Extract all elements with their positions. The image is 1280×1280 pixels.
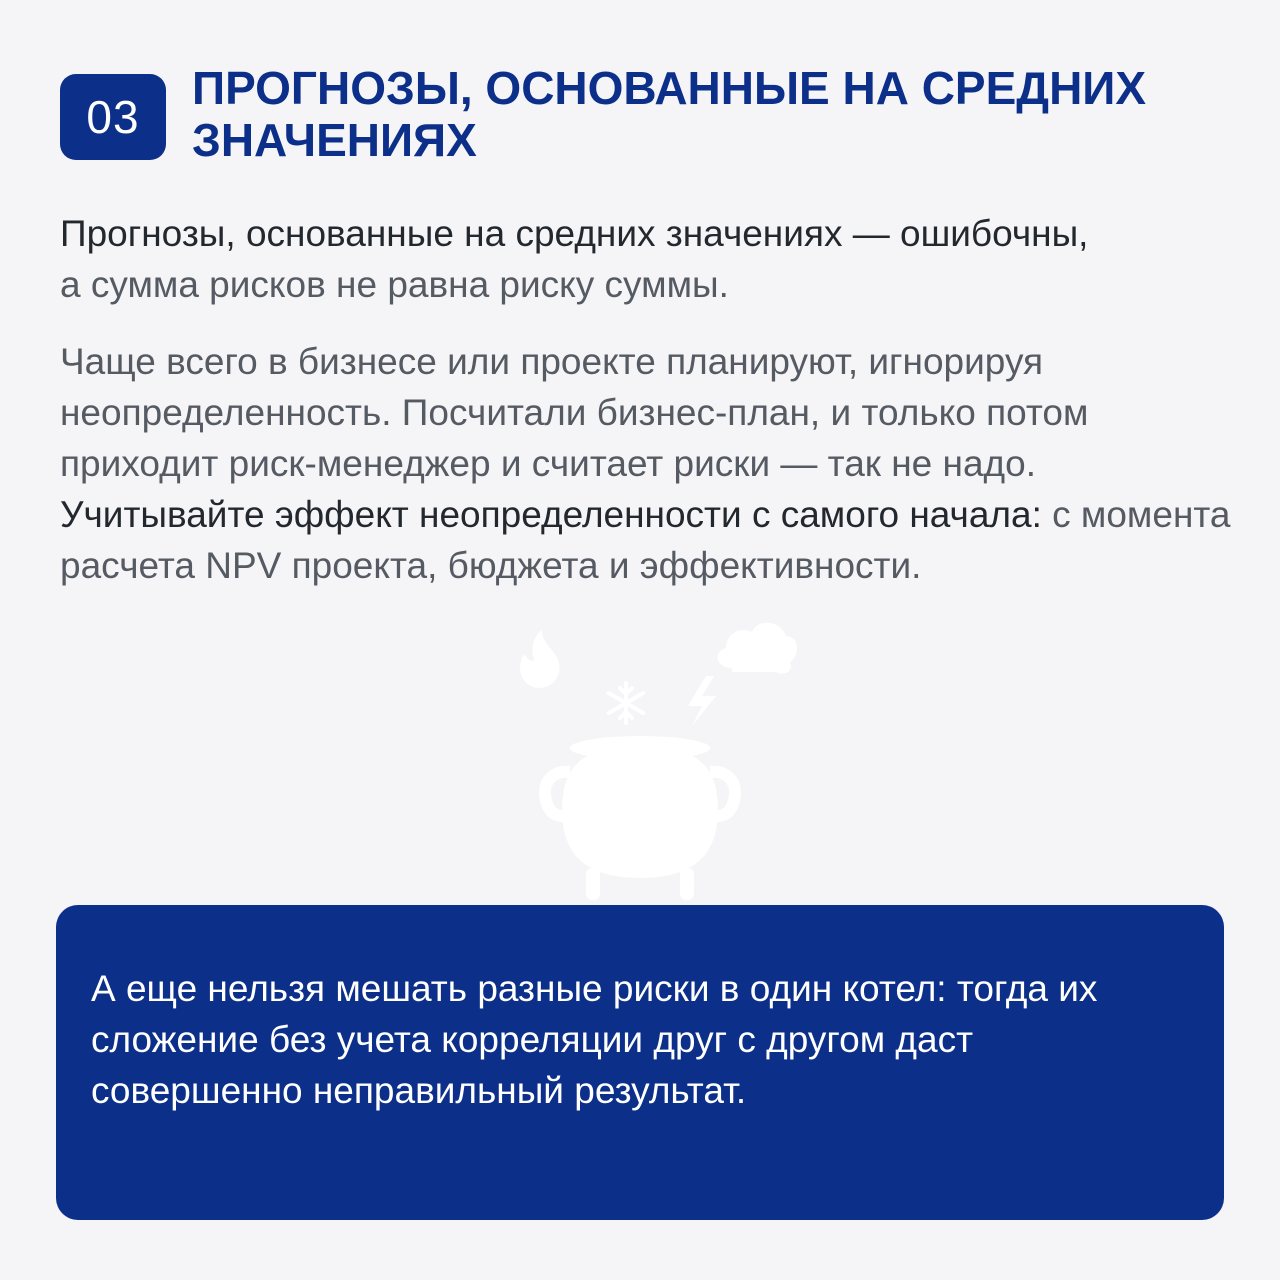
callout-text: А еще нельзя мешать разные риски в один котел: тогда их сложение без учета корреляции друг с другом даст совершенно неправильный результат. — [91, 968, 1098, 1111]
body-main-text: Чаще всего в бизнесе или проекте планируют, игнорируя неопределенность. Посчитали бизнес-план, и только потом приходит риск-менеджер и считает риски — так не надо. — [60, 341, 1089, 484]
illustration-svg — [500, 610, 820, 910]
cauldron-icon — [545, 736, 735, 900]
intro-line-1: Прогнозы, основанные на средних значениях — ошибочны, — [60, 213, 1089, 254]
intro-line-2: а сумма рисков не равна риску суммы. — [60, 264, 729, 305]
body-paragraph — [60, 336, 1235, 591]
section-header — [60, 62, 1220, 166]
risk-cauldron-illustration — [500, 610, 820, 910]
snowflake-icon — [609, 683, 644, 723]
body-emphasis: Учитывайте эффект неопределенности с самого начала: — [60, 494, 1042, 535]
section-number-badge: 03 — [60, 74, 166, 160]
cloud-icon — [717, 623, 797, 674]
callout-box — [56, 905, 1224, 1220]
flame-icon — [520, 630, 559, 688]
body-tail: с момента расчета NPV проекта, бюджета и эффективности. — [60, 494, 1231, 586]
lightning-icon — [688, 676, 716, 726]
intro-text — [60, 208, 1230, 310]
section-title: ПРОГНОЗЫ, ОСНОВАННЫЕ НА СРЕДНИХ ЗНАЧЕНИЯХ — [192, 62, 1147, 166]
